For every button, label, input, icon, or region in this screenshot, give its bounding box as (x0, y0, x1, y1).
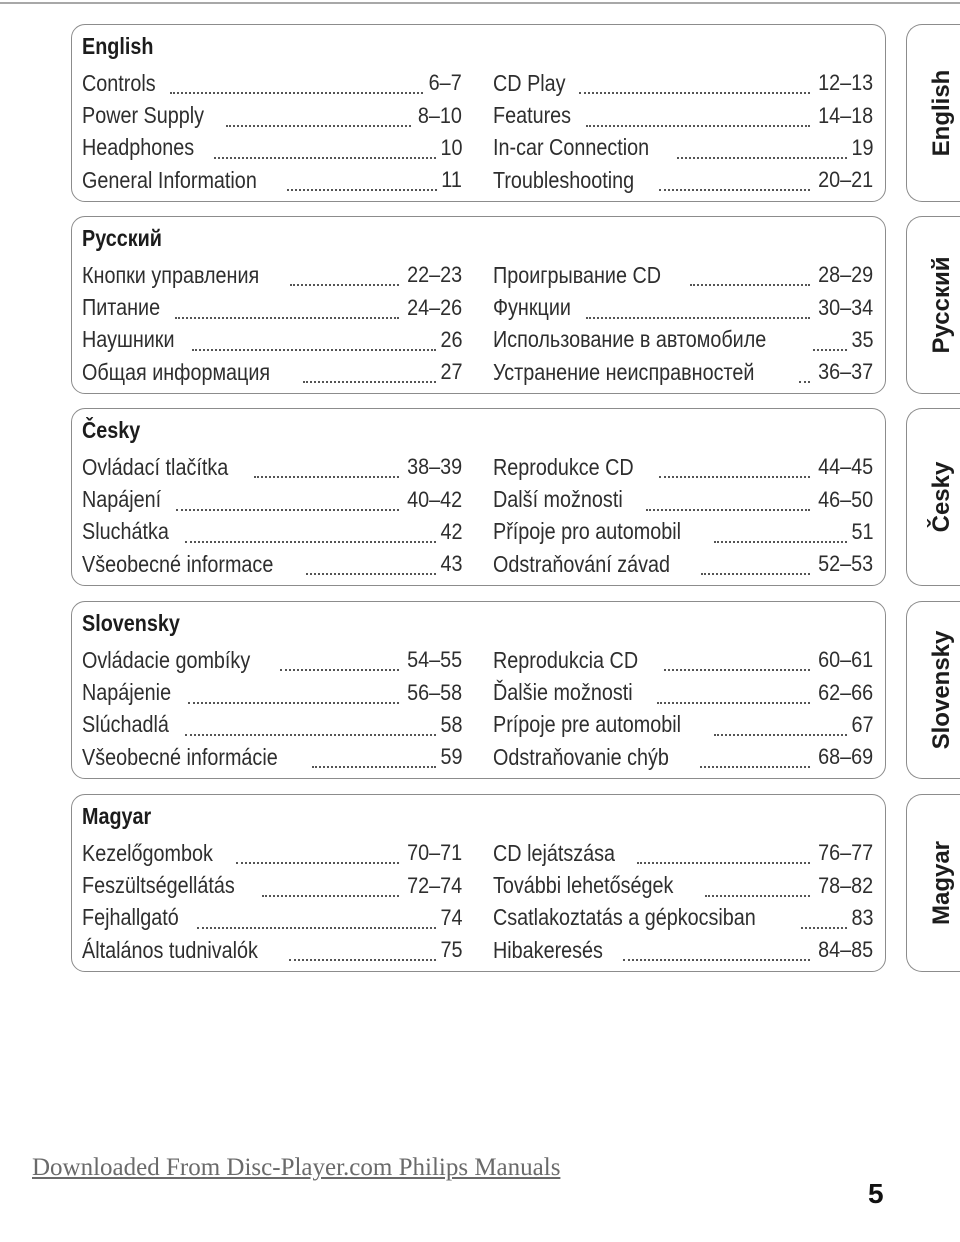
dot-leader (579, 86, 809, 94)
language-section (71, 794, 886, 972)
dot-leader (262, 889, 399, 897)
language-section (71, 24, 886, 202)
dot-leader (714, 728, 847, 736)
toc-entry[interactable] (82, 934, 462, 966)
dot-leader (664, 663, 810, 671)
toc-entry-page: 68–69 (817, 744, 873, 770)
dot-leader (197, 921, 436, 929)
dot-leader (705, 889, 810, 897)
dot-leader (185, 535, 436, 543)
toc-entry[interactable] (493, 164, 873, 196)
toc-entry-label: Odstraňování závad (493, 550, 671, 577)
toc-entry-label: Наушники (82, 326, 175, 353)
toc-entry-label: Функции (493, 294, 571, 321)
toc-entry-label: Sluchátka (82, 518, 169, 545)
language-section (71, 216, 886, 394)
toc-entry[interactable] (82, 676, 462, 708)
dot-leader (306, 567, 435, 575)
toc-entry[interactable] (82, 902, 462, 934)
right-column (493, 259, 873, 389)
toc-entry[interactable] (82, 483, 462, 515)
toc-entry-label: Reprodukce CD (493, 453, 634, 480)
dot-leader (623, 953, 810, 961)
toc-entry-label: CD Play (493, 69, 566, 96)
dot-leader (659, 470, 810, 478)
dot-leader (813, 343, 847, 351)
left-column (82, 644, 462, 774)
toc-entry-page: 42 (439, 518, 462, 544)
toc-entry[interactable] (493, 516, 873, 548)
toc-entry-label: Ovládací tlačítka (82, 453, 229, 480)
toc-entry-label: Prípoje pre automobil (493, 711, 682, 738)
toc-entry-label: Reprodukcia CD (493, 646, 639, 673)
toc-entry-label: Проигрывание CD (493, 261, 662, 288)
toc-entry[interactable] (82, 837, 462, 869)
toc-entry-label: Slúchadlá (82, 711, 169, 738)
dot-leader (290, 278, 399, 286)
language-tab[interactable] (906, 408, 960, 586)
right-column (493, 67, 873, 197)
toc-entry[interactable] (82, 451, 462, 483)
language-tab[interactable] (906, 24, 960, 202)
section-title: Slovensky (82, 610, 180, 636)
dot-leader (185, 728, 435, 736)
right-column (493, 451, 873, 581)
toc-entry-page: 12–13 (817, 70, 873, 96)
toc-entry-label: Napájení (82, 486, 162, 513)
toc-entry-label: Napájenie (82, 679, 172, 706)
toc-entry-page: 76–77 (817, 840, 873, 866)
dot-leader (170, 86, 424, 94)
toc-entry-label: További lehetőségek (493, 872, 674, 899)
toc-entry-label: Feszültségellátás (82, 872, 235, 899)
left-column (82, 67, 462, 197)
left-column (82, 451, 462, 581)
toc-entry-page: 27 (439, 359, 462, 385)
toc-entry-label: Kezelőgombok (82, 839, 213, 866)
toc-entry[interactable] (493, 132, 873, 164)
toc-entry[interactable] (493, 259, 873, 291)
toc-entry-page: 83 (850, 904, 873, 930)
toc-entry-page: 30–34 (817, 294, 873, 320)
toc-entry-page: 35 (850, 326, 873, 352)
toc-entry-label: Питание (82, 294, 161, 321)
toc-entry-page: 51 (850, 518, 873, 544)
toc-entry-label: Všeobecné informace (82, 550, 274, 577)
left-column (82, 837, 462, 967)
toc-entry-label: Controls (82, 69, 156, 96)
toc-entry[interactable] (82, 356, 462, 388)
toc-entry-page: 62–66 (817, 679, 873, 705)
dot-leader (701, 567, 810, 575)
dot-leader (799, 375, 810, 383)
toc-entry-page: 52–53 (817, 551, 873, 577)
toc-entry-page: 74 (439, 904, 462, 930)
toc-entry[interactable] (493, 934, 873, 966)
toc-entry-label: Hibakeresés (493, 936, 603, 963)
toc-entry-label: Fejhallgató (82, 904, 179, 931)
language-tab[interactable] (906, 794, 960, 972)
toc-entry-label: Általános tudnivalók (82, 936, 258, 963)
toc-entry[interactable] (493, 99, 873, 131)
dot-leader (700, 760, 810, 768)
toc-entry-label: Power Supply (82, 102, 205, 129)
dot-leader (289, 953, 436, 961)
toc-entry-label: Troubleshooting (493, 166, 635, 193)
language-section (71, 408, 886, 586)
toc-entry-label: Features (493, 102, 572, 129)
toc-entry-page: 54–55 (406, 647, 462, 673)
toc-entry-page: 19 (850, 134, 873, 160)
toc-entry-page: 60–61 (817, 647, 873, 673)
toc-entry-page: 8–10 (417, 102, 462, 128)
toc-entry[interactable] (82, 548, 462, 580)
dot-leader (303, 375, 436, 383)
toc-entry-label: Všeobecné informácie (82, 743, 278, 770)
toc-entry-page: 56–58 (406, 679, 462, 705)
toc-entry[interactable] (493, 67, 873, 99)
language-tab-label: Magyar (927, 840, 955, 926)
toc-entry-label: Odstraňovanie chýb (493, 743, 669, 770)
toc-entry-page: 44–45 (817, 454, 873, 480)
toc-entry-page: 40–42 (406, 486, 462, 512)
toc-entry-label: Использование в автомобиле (493, 326, 767, 353)
toc-entry-page: 14–18 (817, 102, 873, 128)
toc-entry[interactable] (493, 676, 873, 708)
dot-leader (801, 921, 847, 929)
toc-entry-page: 38–39 (406, 454, 462, 480)
toc-entry-page: 84–85 (817, 937, 873, 963)
toc-entry-label: Přípoje pro automobil (493, 518, 682, 545)
language-tab-label: English (927, 69, 955, 157)
toc-entry[interactable] (82, 741, 462, 773)
dot-leader (254, 470, 399, 478)
dot-leader (175, 311, 399, 319)
toc-entry-label: Ovládacie gombíky (82, 646, 251, 673)
page-number: 5 (868, 1178, 884, 1209)
dot-leader (657, 696, 809, 704)
toc-entry[interactable] (493, 483, 873, 515)
dot-leader (646, 503, 810, 511)
toc-entry[interactable] (82, 709, 462, 741)
toc-entry-page: 24–26 (406, 294, 462, 320)
toc-entry-label: General Information (82, 166, 257, 193)
dot-leader (280, 663, 399, 671)
toc-entry[interactable] (82, 869, 462, 901)
dot-leader (312, 760, 436, 768)
language-tab[interactable] (906, 216, 960, 394)
toc-entry-page: 22–23 (406, 262, 462, 288)
toc-entry-label: Další možnosti (493, 486, 623, 513)
toc-entry[interactable] (493, 548, 873, 580)
toc-entry-page: 58 (439, 711, 462, 737)
toc-entry-label: Ďalšie možnosti (493, 679, 633, 706)
toc-entry-page: 43 (439, 551, 462, 577)
toc-entry[interactable] (82, 291, 462, 323)
toc-entry-page: 6–7 (428, 70, 462, 96)
top-rule (0, 2, 960, 4)
toc-entry-label: Csatlakoztatás a gépkocsiban (493, 904, 756, 931)
toc-entry[interactable] (82, 516, 462, 548)
toc-entry-page: 20–21 (817, 167, 873, 193)
dot-leader (677, 151, 847, 159)
toc-entry[interactable] (493, 356, 873, 388)
section-title: Русский (82, 225, 162, 251)
dot-leader (188, 696, 399, 704)
dot-leader (586, 119, 810, 127)
toc-entry[interactable] (493, 709, 873, 741)
dot-leader (192, 343, 436, 351)
toc-entry-page: 46–50 (817, 486, 873, 512)
dot-leader (176, 503, 399, 511)
toc-entry-page: 10 (439, 134, 462, 160)
language-tab-label: Slovensky (927, 630, 955, 750)
toc-entry[interactable] (493, 324, 873, 356)
right-column (493, 837, 873, 967)
section-title: Magyar (82, 803, 152, 829)
toc-entry[interactable] (493, 869, 873, 901)
toc-entry-label: Headphones (82, 134, 195, 161)
toc-entry-page: 36–37 (817, 359, 873, 385)
right-column (493, 644, 873, 774)
toc-entry-page: 67 (850, 711, 873, 737)
dot-leader (714, 535, 847, 543)
dot-leader (690, 278, 809, 286)
dot-leader (586, 311, 810, 319)
toc-entry[interactable] (493, 837, 873, 869)
dot-leader (637, 856, 810, 864)
dot-leader (226, 119, 411, 127)
footer-download-link[interactable]: Downloaded From Disc-Player.com Philips Manuals (32, 1154, 561, 1181)
toc-entry[interactable] (82, 67, 462, 99)
dot-leader (236, 856, 399, 864)
toc-entry-label: Кнопки управления (82, 261, 260, 288)
left-column (82, 259, 462, 389)
toc-entry[interactable] (493, 902, 873, 934)
language-tab-label: Русский (927, 256, 955, 354)
toc-entry[interactable] (493, 741, 873, 773)
dot-leader (287, 183, 437, 191)
section-title: English (82, 33, 154, 59)
toc-entry-page: 78–82 (817, 872, 873, 898)
toc-entry[interactable] (493, 451, 873, 483)
language-tab-label: Česky (927, 461, 955, 533)
toc-entry-page: 70–71 (406, 840, 462, 866)
toc-entry[interactable] (82, 644, 462, 676)
language-section (71, 601, 886, 779)
toc-entry-page: 59 (439, 744, 462, 770)
toc-entry[interactable] (82, 259, 462, 291)
toc-entry[interactable] (493, 644, 873, 676)
dot-leader (659, 183, 810, 191)
toc-entry-label: In-car Connection (493, 134, 650, 161)
toc-entry-label: CD lejátszása (493, 839, 616, 866)
toc-entry-page: 75 (439, 937, 462, 963)
toc-entry-page: 26 (439, 326, 462, 352)
toc-entry[interactable] (82, 164, 462, 196)
section-title: Česky (82, 417, 141, 443)
toc-entry[interactable] (82, 132, 462, 164)
toc-entry-label: Общая информация (82, 358, 271, 385)
toc-entry-page: 72–74 (406, 872, 462, 898)
toc-entry-page: 28–29 (817, 262, 873, 288)
dot-leader (214, 151, 435, 159)
toc-entry[interactable] (82, 99, 462, 131)
toc-entry[interactable] (82, 324, 462, 356)
toc-entry[interactable] (493, 291, 873, 323)
toc-entry-label: Устранение неисправностей (493, 358, 755, 385)
language-tab[interactable] (906, 601, 960, 779)
toc-entry-page: 11 (441, 167, 462, 193)
